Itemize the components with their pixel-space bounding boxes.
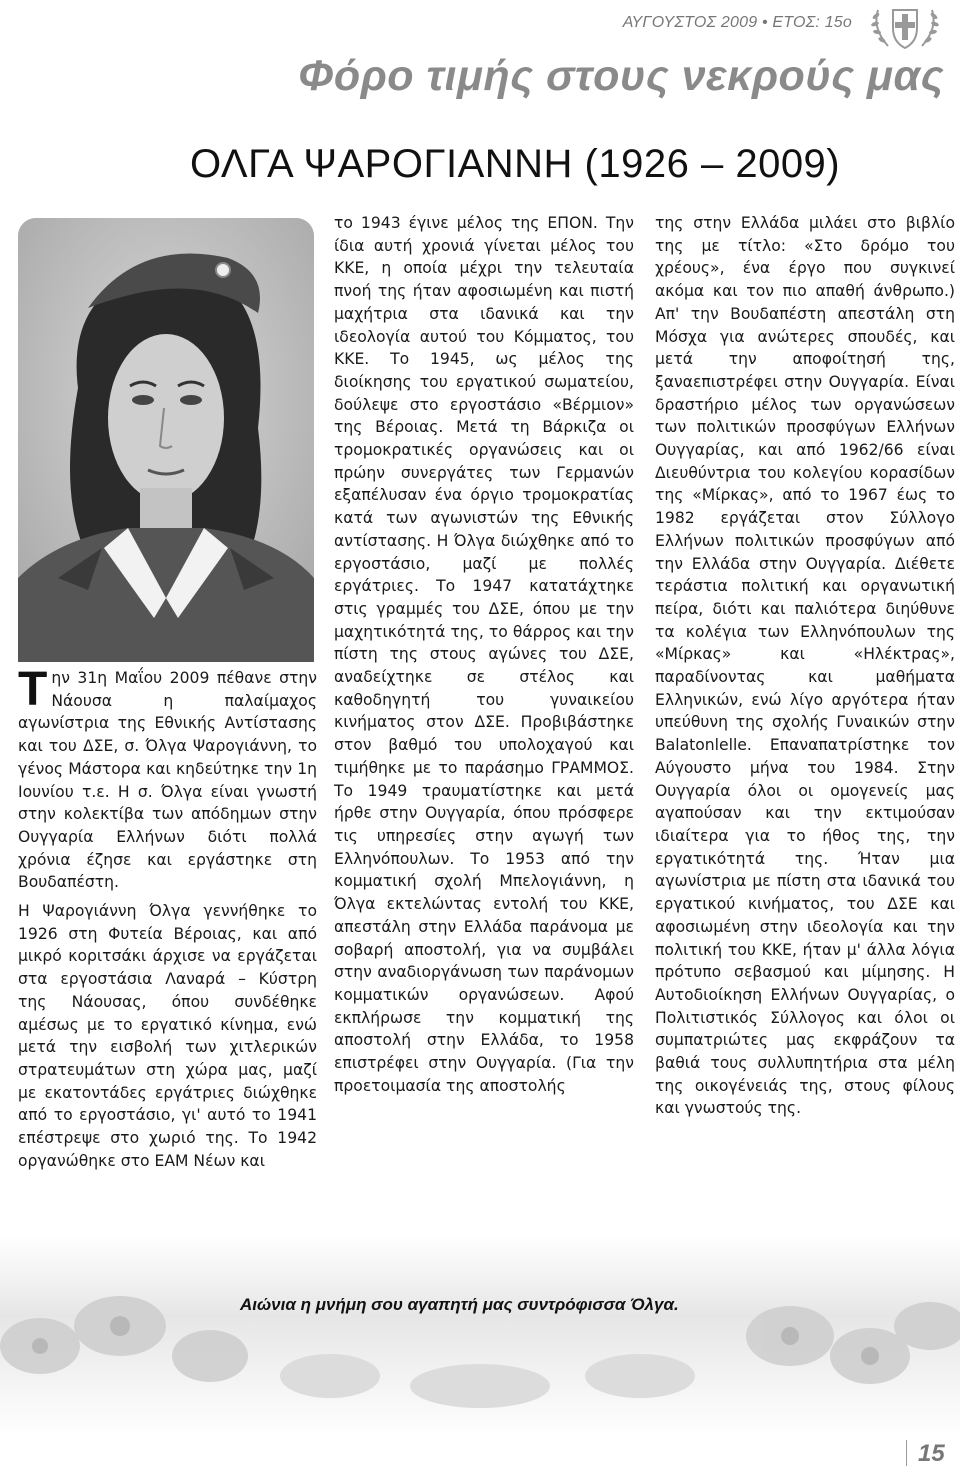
- page-number: 15: [918, 1440, 945, 1467]
- flower-border-image: [0, 1236, 960, 1436]
- laurel-shield-emblem-icon: [866, 2, 944, 52]
- article-column-2: [334, 212, 634, 1097]
- issue-date-line: ΑΥΓΟΥΣΤΟΣ 2009 • ΕΤΟΣ: 15ο: [622, 14, 852, 31]
- page-number-divider: [906, 1440, 907, 1466]
- column-3-text: της στην Ελλάδα μιλάει στο βιβλίο της με τίτλο: «Στο δρόμο του χρέους», ένα έργο που συγκινεί ακόμα και τον πιο απαθή άνθρωπο.) Απ' την Βουδαπέστη απεστάλη στη Μόσχα για ανώτερες σπουδές, και μετά την αποφοίτησή της, ξαναεπιστρέφει στην Ουγγαρία. Είναι δραστήριο μέλος των οργανώσεων των πολιτικών προσφύγων Ελλήνων Ουγγαρίας, και από 1962/66 είναι Διευθύντρια του κολεγίου κορασίδων της «Μίρκας», από το 1967 έως το 1982 εργάζεται στον Σύλλογο Ελλήνων πολιτικών προσφύγων από την Ελλάδα στην Ουγγαρία. Διέθετε τεράστια πολιτική και οργανωτική πείρα, διότι και παλιότερα διηύθυνε τα κολέγια των Ελληνόπουλων της «Μίρκας» και «Ηλέκτρας», παραδίνοντας και μαθήματα Ελληνικών, ενώ λίγο αργότερα ήταν υπεύθυνη της σχολής Γυναικών στην Balatonlelle. Επαναπατρίστηκε τον Αύγουστο μήνα του 1984. Στην Ουγγαρία όλοι οι ομογενείς μας αγαπούσαν και την εκτιμούσαν ιδιαίτερα για το ήθος της, την εργατικότητά της. Ήταν μια αγωνίστρια με πίστη στα ιδανικά του εργατικού κινήματος, του ΔΣΕ και αφοσιωμένη στην ιδεολογία και την πολιτική του ΚΚΕ, ήταν μ' άλλα λόγια πρότυπο σεβασμού και μίμησης. Η Αυτοδιοίκηση Ελλήνων Ουγγαρίας, ο Πολιτιστικός Σύλλογος και όλοι οι συμπατριώτες μας εκφράζουν τα βαθιά τους συλλυπητήρια στα μέλη της οικογένειάς της, στους φίλους και γνωστούς της.: [655, 214, 955, 1118]
- article-column-3: [655, 212, 955, 1120]
- portrait-photo: [18, 218, 314, 662]
- intro-paragraph: [18, 663, 317, 894]
- column-2-text: το 1943 έγινε μέλος της ΕΠΟΝ. Την ίδια αυτή χρονιά γίνεται μέλος του ΚΚΕ, η οποία μέχρι την τελευταία πνοή της ήταν αφοσιωμένη και πιστή μαχήτρια στα ιδανικά και την ιδεολογία αυτού του Κόμματος, του ΚΚΕ. Το 1945, ως μέλος της διοίκησης του εργατικού σωματείου, δούλεψε στο εργοστάσιο «Βέρμιον» της Βέροιας. Μετά τη Βάρκιζα οι τρομοκρατικές οργανώσεις και οι πρώην συνεργάτες των Γερμανών εξαπέλυσαν ένα όργιο τρομοκρατίας κατά των αγωνιστών της Εθνικής αντίστασης. Η Όλγα διώχθηκε από το εργοστάσιο, μαζί με πολλές εργάτριες. Το 1947 κατατάχτηκε στις γραμμές του ΔΣΕ, όπου με την μαχητικότητά της, το θάρρος και την πίστη της στους αγώνες του ΔΣΕ, αναδείχτηκε σε στέλος και καθοδηγητή του γυναικείου κινήματος στον ΔΣΕ. Προβιβάστηκε στον βαθμό του υπολοχαγού και τιμήθηκε με το παράσημο ΓΡΑΜΜΟΣ. Το 1949 τραυματίστηκε και μετά ήρθε στην Ουγγαρία, όπου πρόσφερε τις υπηρεσίες στην αγωγή των Ελληνόπουλων. Το 1953 από την κομματική σχολή Μπελογιάννη, η Όλγα εκτελώντας εντολή του ΚΚΕ, απεστάλη στην Ελλάδα παράνομα με σοβαρή αποστολή, για να συμβάλει στην αναδιοργάνωση των παράνομων κομματικών οργανώσεων. Αφού εκπλήρωσε την κομματική της αποστολή στην Ελλάδα, το 1958 επιστρέφει στην Ουγγαρία. (Για την προετοιμασία της αποστολής: [334, 214, 634, 1095]
- article-column-1: [18, 663, 317, 1172]
- biography-paragraph: Η Ψαρογιάννη Όλγα γεννήθηκε το 1926 στη Φυτεία Βέροιας, και από μικρό κοριτσάκι άρχισε να εργάζεται στα εργοστάσια Λαναρά – Κύστρη της Νάουσας, όπου συνδέθηκε αμέσως με το εργατικό κίνημα, ενώ μετά την εισβολή των χιτλερικών στρατευμάτων στη χώρα μας, μαζί με εκατοντάδες εργάτριες διώχθηκε από το εργοστάσιο, γι' αυτό το 1941 επέστρεψε στο χωριό της. Το 1942 οργανώθηκε στο ΕΑΜ Νέων και: [18, 902, 317, 1170]
- closing-tribute: Αιώνια η μνήμη σου αγαπητή μας συντρόφισσα Όλγα.: [240, 1295, 679, 1314]
- drop-cap: Τ: [18, 663, 48, 716]
- intro-text: ην 31η Μαΐου 2009 πέθανε στην Νάουσα η παλαίμαχος αγωνίστρια της Εθνικής Αντίστασης και του ΔΣΕ, σ. Όλγα Ψαρογιάννη, το γένος Μάστορα και κηδεύτηκε την 1η Ιουνίου τ.ε. Η σ. Όλγα είναι γνωστή στην κολεκτίβα των απόδημων στην Ουγγαρία Ελλήνων διότι πολλά χρόνια έζησε και εργάστηκε στη Βουδαπέστη.: [18, 669, 317, 892]
- article-title: ΟΛΓΑ ΨΑΡΟΓΙΑΝΝΗ (1926 – 2009): [190, 142, 841, 186]
- section-title: Φόρο τιμής στους νεκρούς μας: [298, 52, 944, 100]
